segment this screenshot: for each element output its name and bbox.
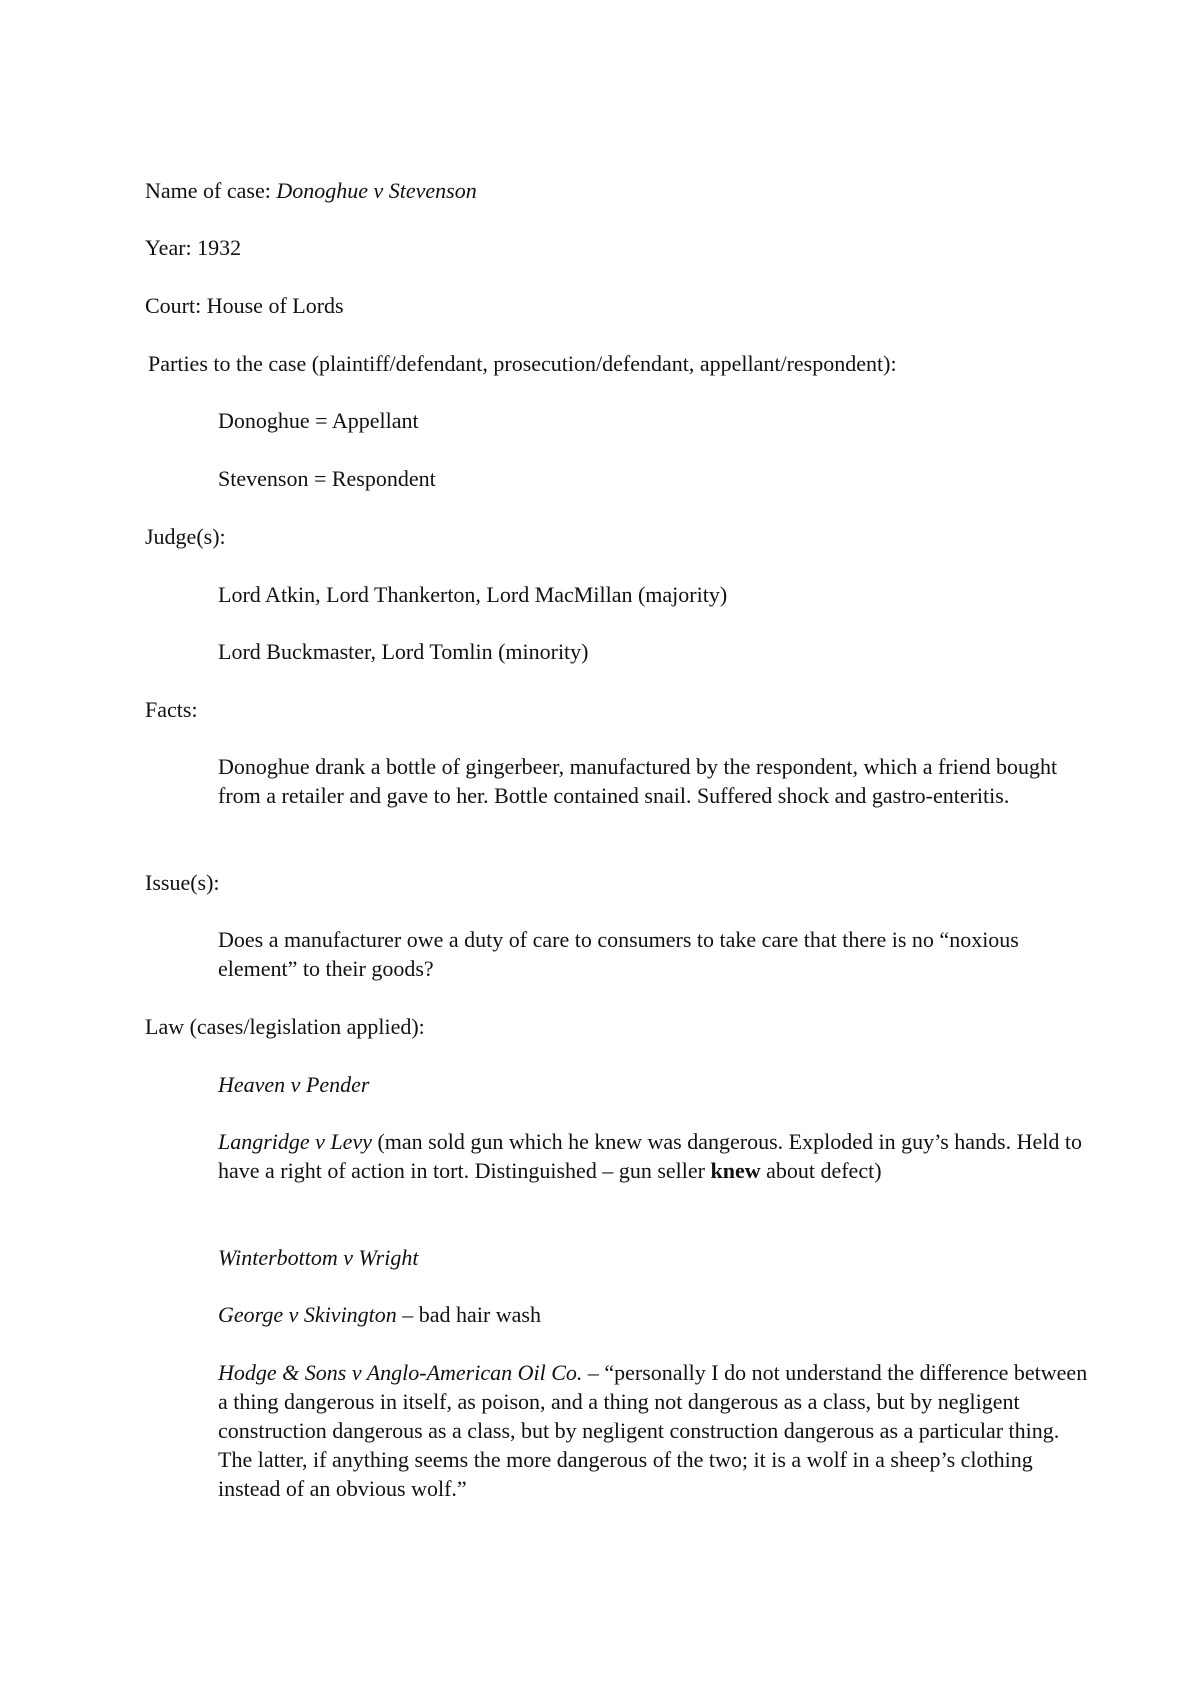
court-line: [145, 291, 344, 320]
law-case-langridge-text: (man sold gun which he knew was dangerous. Exploded in guy’s hands. Held to have a right of action in tort. Distinguished – gun seller: [218, 1129, 1082, 1183]
year-label: Year:: [145, 235, 198, 260]
law-case-george-note: – bad hair wash: [396, 1302, 541, 1327]
law-case-george-name: George v Skivington: [218, 1302, 397, 1327]
law-case-winterbottom-name: Winterbottom v Wright: [218, 1245, 419, 1270]
law-heading: Law (cases/legislation applied):: [145, 1014, 425, 1039]
case-name-label: Name of case:: [145, 178, 277, 203]
case-name-line: [145, 176, 477, 205]
law-case-winterbottom: [218, 1243, 418, 1272]
law-case-langridge-text-end: about defect): [760, 1158, 882, 1183]
party-respondent: Stevenson = Respondent: [218, 466, 436, 491]
law-case-heaven-name: Heaven v Pender: [218, 1072, 370, 1097]
court-value: House of Lords: [206, 293, 344, 318]
court-label: Court:: [145, 293, 207, 318]
facts-heading: Facts:: [145, 697, 198, 722]
year-line: [145, 233, 241, 262]
facts-text: Donoghue drank a bottle of gingerbeer, manufactured by the respondent, which a friend bought from a retailer and gave to her. Bottle contained snail. Suffered shock and gastro-enteritis.: [218, 754, 1058, 808]
judges-heading: Judge(s):: [145, 524, 226, 549]
judges-minority: Lord Buckmaster, Lord Tomlin (minority): [218, 639, 589, 664]
issues-text: Does a manufacturer owe a duty of care to consumers to take care that there is no “noxious element” to their goods?: [218, 927, 1019, 981]
judges-majority: Lord Atkin, Lord Thankerton, Lord MacMillan (majority): [218, 582, 728, 607]
law-case-langridge-name: Langridge v Levy: [218, 1129, 372, 1154]
case-name-value: Donoghue v Stevenson: [276, 178, 477, 203]
law-case-hodge-quote: – “personally I do not understand the difference between a thing dangerous in itself, as poison, and a thing not dangerous as a class, but by negligent construction dangerous as a class, but by negligent construction dangerous as a particular thing. The latter, if anything seems the more dangerous of the two; it is a wolf in a sheep’s clothing instead of an obvious wolf.”: [218, 1360, 1088, 1501]
issues-heading: Issue(s):: [145, 870, 220, 895]
law-case-langridge: [218, 1127, 1088, 1185]
law-case-langridge-emphasis: knew: [710, 1158, 761, 1183]
law-case-hodge-name: Hodge & Sons v Anglo-American Oil Co.: [218, 1360, 583, 1385]
law-case-heaven: [218, 1070, 369, 1099]
year-value: 1932: [197, 235, 242, 260]
law-case-hodge: [218, 1358, 1088, 1503]
parties-heading: Parties to the case (plaintiff/defendant, prosecution/defendant, appellant/respondent):: [148, 351, 897, 376]
party-appellant: Donoghue = Appellant: [218, 408, 419, 433]
law-case-george: [218, 1300, 541, 1329]
